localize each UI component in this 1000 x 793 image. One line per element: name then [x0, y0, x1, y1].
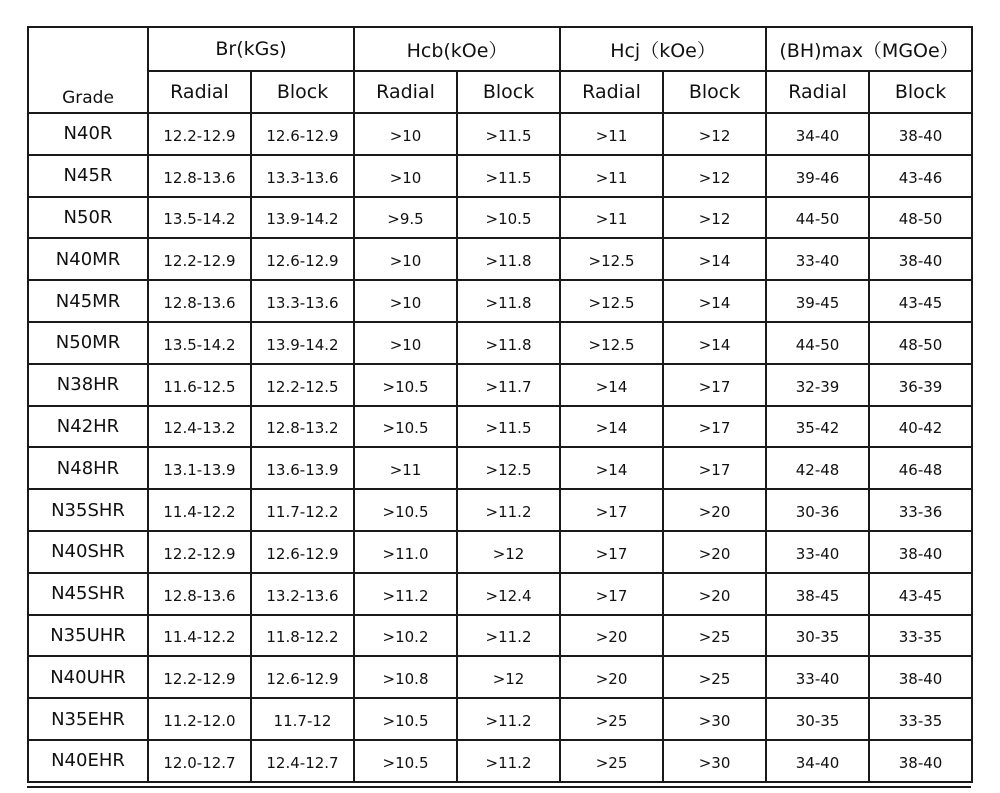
value-cell: >12.5 — [560, 238, 663, 280]
value-cell: >10.5 — [354, 406, 457, 448]
value-cell: >10 — [354, 155, 457, 197]
value-cell: 30-35 — [766, 698, 869, 740]
value-cell: 12.0-12.7 — [148, 740, 251, 782]
value-cell: 13.3-13.6 — [251, 280, 354, 322]
value-cell: >11.0 — [354, 531, 457, 573]
value-cell: 33-36 — [869, 489, 972, 531]
grade-cell: N40R — [28, 113, 148, 155]
value-cell: >20 — [560, 615, 663, 657]
value-cell: >11.2 — [354, 573, 457, 615]
value-cell: >25 — [663, 615, 766, 657]
value-cell: >11.5 — [457, 113, 560, 155]
table-row — [28, 656, 972, 698]
grade-cell: N38HR — [28, 364, 148, 406]
value-cell: >12.5 — [457, 447, 560, 489]
table-row — [28, 155, 972, 197]
grade-cell: N50MR — [28, 322, 148, 364]
value-cell: 11.7-12.2 — [251, 489, 354, 531]
sub-header-block: Block — [869, 71, 972, 113]
value-cell: 13.1-13.9 — [148, 447, 251, 489]
value-cell: 12.8-13.2 — [251, 406, 354, 448]
value-cell: >11 — [354, 447, 457, 489]
value-cell: 44-50 — [766, 322, 869, 364]
value-cell: 33-40 — [766, 656, 869, 698]
table-row — [28, 573, 972, 615]
value-cell: 12.2-12.9 — [148, 238, 251, 280]
value-cell: 11.2-12.0 — [148, 698, 251, 740]
value-cell: >20 — [663, 531, 766, 573]
value-cell: >17 — [663, 406, 766, 448]
value-cell: 12.4-12.7 — [251, 740, 354, 782]
value-cell: >30 — [663, 698, 766, 740]
value-cell: 34-40 — [766, 740, 869, 782]
sub-header-radial: Radial — [766, 71, 869, 113]
value-cell: >17 — [560, 489, 663, 531]
sub-header-row — [28, 71, 972, 113]
grade-cell: N35SHR — [28, 489, 148, 531]
value-cell: >9.5 — [354, 197, 457, 239]
value-cell: 12.6-12.9 — [251, 531, 354, 573]
table-row — [28, 698, 972, 740]
sub-header-block: Block — [663, 71, 766, 113]
value-cell: 35-42 — [766, 406, 869, 448]
value-cell: 33-40 — [766, 531, 869, 573]
table-row — [28, 406, 972, 448]
value-cell: >10.5 — [354, 740, 457, 782]
value-cell: 43-45 — [869, 280, 972, 322]
table-row — [28, 238, 972, 280]
table-row — [28, 322, 972, 364]
value-cell: 13.5-14.2 — [148, 322, 251, 364]
value-cell: >20 — [663, 573, 766, 615]
value-cell: 38-40 — [869, 531, 972, 573]
value-cell: >11.5 — [457, 406, 560, 448]
table-row — [28, 113, 972, 155]
table-row — [28, 197, 972, 239]
value-cell: 38-45 — [766, 573, 869, 615]
value-cell: >14 — [560, 364, 663, 406]
value-cell: >10 — [354, 238, 457, 280]
value-cell: >14 — [560, 406, 663, 448]
value-cell: >10.2 — [354, 615, 457, 657]
value-cell: 33-35 — [869, 698, 972, 740]
value-cell: >20 — [560, 656, 663, 698]
grade-cell: N48HR — [28, 447, 148, 489]
grade-cell: N45R — [28, 155, 148, 197]
hcj-header: Hcj（kOe） — [560, 27, 766, 71]
sub-header-block: Block — [457, 71, 560, 113]
value-cell: 12.2-12.5 — [251, 364, 354, 406]
table-row — [28, 489, 972, 531]
value-cell: 12.2-12.9 — [148, 113, 251, 155]
value-cell: >11.7 — [457, 364, 560, 406]
table-row — [28, 531, 972, 573]
magnet-grade-table — [27, 26, 973, 783]
value-cell: >11 — [560, 113, 663, 155]
grade-cell: N40SHR — [28, 531, 148, 573]
value-cell: 40-42 — [869, 406, 972, 448]
value-cell: >11 — [560, 197, 663, 239]
value-cell: >25 — [560, 698, 663, 740]
value-cell: 11.4-12.2 — [148, 615, 251, 657]
value-cell: 38-40 — [869, 113, 972, 155]
table-row — [28, 447, 972, 489]
grade-cell: N45SHR — [28, 573, 148, 615]
value-cell: 13.9-14.2 — [251, 197, 354, 239]
value-cell: 12.8-13.6 — [148, 155, 251, 197]
value-cell: >12.5 — [560, 280, 663, 322]
value-cell: 43-46 — [869, 155, 972, 197]
value-cell: 12.8-13.6 — [148, 573, 251, 615]
grade-cell: N35UHR — [28, 615, 148, 657]
value-cell: 39-45 — [766, 280, 869, 322]
value-cell: 12.6-12.9 — [251, 238, 354, 280]
value-cell: >11.8 — [457, 280, 560, 322]
table-body — [28, 113, 972, 782]
value-cell: >12.4 — [457, 573, 560, 615]
grade-cell: N50R — [28, 197, 148, 239]
value-cell: >11.8 — [457, 322, 560, 364]
value-cell: >12 — [457, 656, 560, 698]
value-cell: >12.5 — [560, 322, 663, 364]
grade-cell: N42HR — [28, 406, 148, 448]
value-cell: 48-50 — [869, 322, 972, 364]
value-cell: 11.8-12.2 — [251, 615, 354, 657]
value-cell: 13.2-13.6 — [251, 573, 354, 615]
value-cell: 33-35 — [869, 615, 972, 657]
value-cell: >10.5 — [354, 698, 457, 740]
grade-cell: N45MR — [28, 280, 148, 322]
value-cell: 13.6-13.9 — [251, 447, 354, 489]
table-row — [28, 740, 972, 782]
sub-header-radial: Radial — [148, 71, 251, 113]
table-row — [28, 364, 972, 406]
bottom-rule — [27, 786, 971, 788]
value-cell: 46-48 — [869, 447, 972, 489]
value-cell: 32-39 — [766, 364, 869, 406]
grade-cell: N40UHR — [28, 656, 148, 698]
value-cell: >11.2 — [457, 615, 560, 657]
grade-cell: N40EHR — [28, 740, 148, 782]
value-cell: >10 — [354, 280, 457, 322]
grade-cell: N35EHR — [28, 698, 148, 740]
value-cell: >10.5 — [354, 489, 457, 531]
value-cell: >20 — [663, 489, 766, 531]
hcb-header: Hcb(kOe） — [354, 27, 560, 71]
value-cell: >17 — [663, 364, 766, 406]
value-cell: >11.8 — [457, 238, 560, 280]
value-cell: 12.2-12.9 — [148, 656, 251, 698]
value-cell: >10 — [354, 322, 457, 364]
sub-header-radial: Radial — [354, 71, 457, 113]
value-cell: >10.5 — [354, 364, 457, 406]
value-cell: >10 — [354, 113, 457, 155]
table-row — [28, 615, 972, 657]
value-cell: >25 — [663, 656, 766, 698]
value-cell: 13.5-14.2 — [148, 197, 251, 239]
value-cell: 13.3-13.6 — [251, 155, 354, 197]
value-cell: >30 — [663, 740, 766, 782]
value-cell: 38-40 — [869, 656, 972, 698]
value-cell: 38-40 — [869, 740, 972, 782]
value-cell: >14 — [663, 280, 766, 322]
value-cell: 30-36 — [766, 489, 869, 531]
bhmax-header: (BH)max（MGOe） — [766, 27, 972, 71]
value-cell: >10.8 — [354, 656, 457, 698]
value-cell: 36-39 — [869, 364, 972, 406]
value-cell: 13.9-14.2 — [251, 322, 354, 364]
value-cell: 33-40 — [766, 238, 869, 280]
value-cell: >12 — [663, 197, 766, 239]
grade-cell: N40MR — [28, 238, 148, 280]
value-cell: >11.2 — [457, 489, 560, 531]
value-cell: 48-50 — [869, 197, 972, 239]
value-cell: >11.2 — [457, 740, 560, 782]
value-cell: >11.5 — [457, 155, 560, 197]
table-row — [28, 280, 972, 322]
value-cell: >25 — [560, 740, 663, 782]
value-cell: 44-50 — [766, 197, 869, 239]
sub-header-radial: Radial — [560, 71, 663, 113]
value-cell: 34-40 — [766, 113, 869, 155]
value-cell: >10.5 — [457, 197, 560, 239]
value-cell: >17 — [663, 447, 766, 489]
value-cell: 38-40 — [869, 238, 972, 280]
value-cell: 12.6-12.9 — [251, 113, 354, 155]
value-cell: 11.4-12.2 — [148, 489, 251, 531]
value-cell: 42-48 — [766, 447, 869, 489]
value-cell: 11.6-12.5 — [148, 364, 251, 406]
value-cell: >11 — [560, 155, 663, 197]
value-cell: 43-45 — [869, 573, 972, 615]
value-cell: 11.7-12 — [251, 698, 354, 740]
value-cell: >14 — [663, 238, 766, 280]
value-cell: >17 — [560, 573, 663, 615]
value-cell: 30-35 — [766, 615, 869, 657]
group-header-row — [28, 27, 972, 71]
grade-header: Grade — [28, 27, 148, 113]
br-header: Br(kGs) — [148, 27, 354, 71]
value-cell: 12.6-12.9 — [251, 656, 354, 698]
sub-header-block: Block — [251, 71, 354, 113]
value-cell: >17 — [560, 531, 663, 573]
value-cell: 39-46 — [766, 155, 869, 197]
value-cell: >14 — [560, 447, 663, 489]
value-cell: 12.4-13.2 — [148, 406, 251, 448]
value-cell: >12 — [663, 155, 766, 197]
value-cell: >14 — [663, 322, 766, 364]
value-cell: >12 — [663, 113, 766, 155]
value-cell: >11.2 — [457, 698, 560, 740]
value-cell: >12 — [457, 531, 560, 573]
value-cell: 12.8-13.6 — [148, 280, 251, 322]
value-cell: 12.2-12.9 — [148, 531, 251, 573]
